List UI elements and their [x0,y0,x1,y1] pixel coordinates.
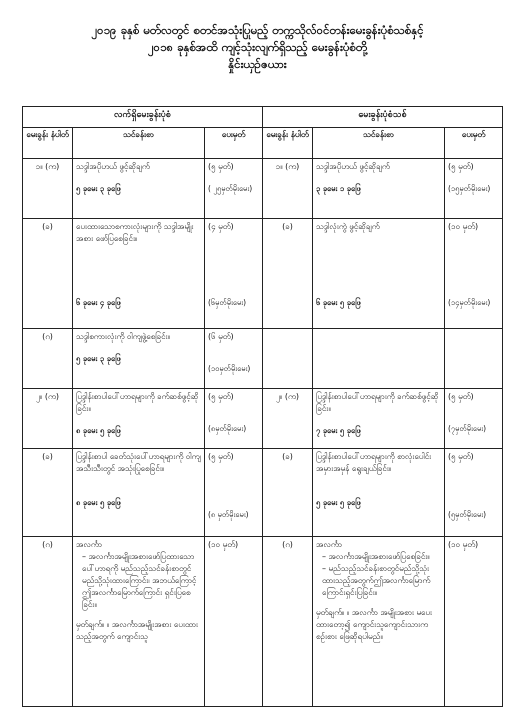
marks: (၅ မှတ်) [208,452,234,461]
note-text: မှတ်ချက်။ ။ အလင်္ကာ အမျိုးအစား မပေးထားတော့၍ ကျောင်းသူကျောင်းသားက စဉ်းစား ဖြေဆိုရပါမည်။ [316,608,432,641]
document-title [0,22,515,73]
content-cell [73,219,205,329]
content-cell [73,449,205,537]
marks-cell-new [445,159,503,219]
column-header-row [23,128,503,159]
col-question-no-new: မေးခွန်း နံပါတ် [263,128,313,159]
content-title: သဒ္ဒါစကားလုံးကို ဝါကျဖွဲ့စေခြင်း။ [76,332,170,341]
question-count: ၆ ခုမေး ၄ ခုဖြေ [76,298,121,307]
question-count: ၅ ခုမေး ၃ ခုဖြေ [76,184,121,193]
content-cell [73,329,205,389]
col-content-new: သင်ခန်းစာ [313,128,445,159]
marks-cell-new [445,389,503,449]
content-title: ပေးထားသောစကားလုံးများကို သဒ္ဒါအမျိုးအစား ဖော်ပြစေခြင်း။ [76,222,194,243]
title-line-3: နှိုင်းယှဉ်ဇယား [228,57,287,71]
marks: (၆ မှတ်) [208,332,234,341]
title-line-2: ၂၀၁၈ ခုနှစ်အထိ ကျင့်သုံးလျက်ရှိသည့် မေးခွန်းပုံစံတို့ [147,40,368,54]
marks-cell [205,329,263,389]
list-item: – အလင်္ကာအမျိုးအစားဖော်ပြထားသော ပေါ်ဟာရကို မည်သည့်သင်ခန်းစာတွင် မည်သို့သုံးထားကြောင်း၊ အဘယ်ကြောင့် ဤအလင်္ကာမြောက်ကြောင်း ရှင်းပြစေခြင်း။ [82,552,197,609]
col-marks: ပေးမှတ် [205,128,263,159]
question-count: ၇ ခုမေး ၅ ခုဖြေ [316,426,361,435]
marks-cell-new [445,219,503,329]
marks: (၁၀ မှတ်) [448,222,479,231]
marks-cell [205,159,263,219]
marks: (၁၀ မှတ်) [448,540,479,549]
marks: (၅ မှတ်) [448,162,474,171]
title-line-1: ၂၀၁၉ ခုနှစ် မတ်လတွင် စတင်အသုံးပြုမည့် တက္ကသိုလ်ဝင်တန်းမေးခွန်းပုံစံသစ်နှင့် [91,23,424,37]
marks-cell [205,389,263,449]
table-row [23,389,503,449]
content-title: အလင်္ကာ [316,540,342,549]
list-item: – အလင်္ကာအမျိုးအစားဖော်ပြစေခြင်း။ [322,552,430,561]
content-cell-new [313,159,445,219]
marks: (၅ မှတ်) [208,162,234,171]
content-title: သဒ္ဒါလုံးကွဲ ဖွင့်ဆိုချက် [316,222,380,231]
question-number: ၂။ (က) [23,389,73,449]
question-number-new: ၂။ (က) [263,389,313,449]
question-number: (ဂ) [23,329,73,389]
marks: (၅ မှတ်) [448,452,474,461]
marks-cell [205,449,263,537]
content-cell [73,537,205,707]
question-number-new: ၁။ (က) [263,159,313,219]
question-number: ၁။ (က) [23,159,73,219]
question-number-new: (ခ) [263,449,313,537]
list-item: – မည်သည့်သင်ခန်းစာတွင်မည်သို့သုံးထားသည့်အတွက်ဤအလင်္ကာမြောက်ကြောင်းရှင်းပြခြင်း။ [322,564,431,597]
marks-total: (၈မှတ်မိုးမေး) [208,424,247,433]
content-cell [73,389,205,449]
comparison-table [22,106,503,707]
content-title: သဒ္ဒါအပိုဟယ် ဖွင့်ဆိုချက် [316,162,390,171]
marks-cell-new [445,449,503,537]
content-title: သဒ္ဒါအပိုဟယ် ဖွင့်ဆိုချက် [76,162,150,171]
question-number: (ဂ) [23,537,73,707]
question-number-new: (ဂ) [263,537,313,707]
marks-cell-new [445,537,503,707]
question-number-new: (ခ) [263,219,313,329]
marks: (၅ မှတ်) [208,392,234,401]
content-title: ပြဒ္ဒါန်းစာပါပေါ်ဟာရများကို စာလုံးပေါင်းအမှားအမှန် ရွေးချယ်ခြင်း။ [316,452,432,473]
question-count: ၃ ခုမေး ၁ ခုဖြေ [316,184,361,193]
question-count: ၈ ခုမေး ၅ ခုဖြေ [76,426,121,435]
question-number: (ခ) [23,449,73,537]
content-cell-new [313,329,445,389]
marks: (၅ မှတ်) [448,392,474,401]
marks-cell [205,537,263,707]
marks-total: (၆မှတ်မိုးမေး) [208,298,247,307]
content-title: ပြဒ္ဒါန်းစာပါပေါ်ဟာရများကို ခက်ဆစ်ဖွင့်ဆိုခြင်း။ [76,392,199,413]
question-count: ၅ ခုမေး ၅ ခုဖြေ [316,498,361,507]
content-cell-new [313,219,445,329]
content-title: ပြဒ္ဒါန်းစာပါ ခေတ်သုံးပေါ်ဟာရများကို ဝါကျအသီးသီးတွင် အသုံးပြုစေခြင်း။ [76,452,201,473]
marks-total: (၁၄မှတ်မိုးမေး) [448,298,491,307]
question-count: ၅ ခုမေး ၃ ခုဖြေ [76,354,121,363]
marks-total: (၈ မှတ်မိုးမေး) [208,510,249,519]
marks-total: (၅မှတ်မိုးမေး) [448,510,487,519]
note-text: မှတ်ချက်။ ။ အလင်္ကာအမျိုးအစား ပေးထားသည့်အတွက် ကျောင်းသူ [76,620,198,641]
question-number: (ခ) [23,219,73,329]
content-cell-new [313,449,445,537]
table-row [23,219,503,329]
group-header-row [23,107,503,128]
marks-cell-new [445,329,503,389]
content-cell [73,159,205,219]
content-title: ပြဒ္ဒါန်းစာပါပေါ်ဟာရများကို ခက်ဆစ်ဖွင့်ဆိုခြင်း။ [316,392,439,413]
current-format-header: လက်ရှိမေးခွန်းပုံစံ [23,107,263,128]
marks-cell [205,219,263,329]
new-format-header: မေးခွန်းပုံစံသစ် [263,107,503,128]
question-count: ၆ ခုမေး ၅ ခုဖြေ [316,298,361,307]
col-content: သင်ခန်းစာ [73,128,205,159]
marks-total: (၁၅မှတ်မိုးမေး) [448,184,491,193]
marks-total: (၁၀မှတ်မိုးမေး) [208,364,251,373]
table-row [23,329,503,389]
marks-total: ( ၂၅မှတ်မိုးမေး) [208,184,253,193]
content-cell-new [313,389,445,449]
table-row [23,159,503,219]
table-row [23,537,503,707]
marks: (၁၀ မှတ်) [208,540,239,549]
content-cell-new [313,537,445,707]
question-count: ၈ ခုမေး ၅ ခုဖြေ [76,498,121,507]
marks: (၄ မှတ်) [208,222,234,231]
table-row [23,449,503,537]
col-marks-new: ပေးမှတ် [445,128,503,159]
content-title: အလင်္ကာ [76,540,102,549]
col-question-no: မေးခွန်း နံပါတ် [23,128,73,159]
marks-total: (၇မှတ်မိုးမေး) [448,424,487,433]
question-number-new [263,329,313,389]
